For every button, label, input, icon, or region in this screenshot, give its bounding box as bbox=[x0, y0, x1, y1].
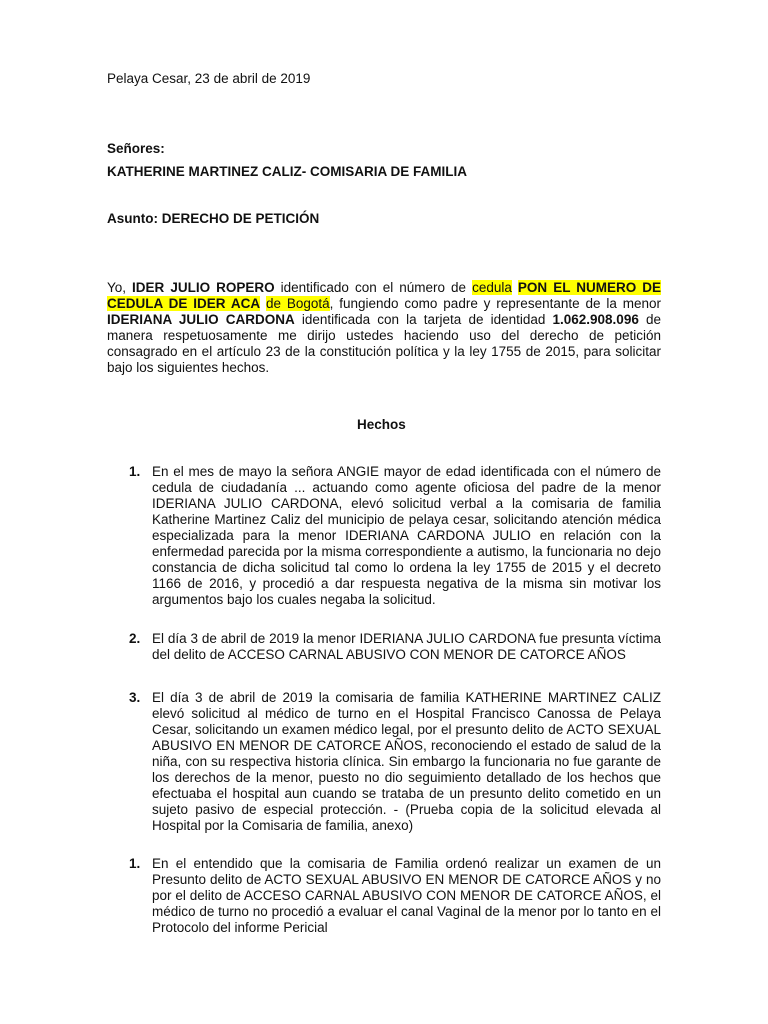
highlight-city: de Bogotá bbox=[265, 296, 330, 311]
fact-item bbox=[107, 690, 661, 834]
id-number: 1.062.908.096 bbox=[552, 312, 639, 327]
subject: Asunto: DERECHO DE PETICIÓN bbox=[107, 211, 320, 226]
highlight-cedula: cedula bbox=[472, 280, 512, 295]
fact-text: En el mes de mayo la señora ANGIE mayor de edad identificada con el número de cedula de ciudadanía ... actuando como agente oficiosa del padre de la menor IDERIANA JULIO CARDONA, elevó solicitud verbal a la comisaria de familia Katherine Martinez Caliz del municipio de pelaya cesar, solicitando atención médica especializada para la menor IDERIANA CARDONA JULIO en relación con la enfermedad parecida por la misma correspondiente a autismo, la funcionaria no dejo constancia de dicha solicitud tal como lo ordena la ley 1755 de 2015 y el decreto 1166 de 2016, y procedió a dar respuesta negativa de la misma sin motivar los argumentos bajo los cuales negaba la solicitud. bbox=[152, 464, 661, 607]
section-title: Hechos bbox=[357, 417, 406, 432]
fact-text: En el entendido que la comisaria de Familia ordenó realizar un examen de un Presunto delito de ACTO SEXUAL ABUSIVO EN MENOR DE CATORCE AÑOS y no por el delito de ACCESO CARNAL ABUSIVO CON MENOR DE CATORCE AÑOS, el médico de turno no procedió a evaluar el canal Vaginal de la menor por lo tanto en el Protocolo del informe Pericial bbox=[152, 856, 661, 935]
highlight-placeholder: PON EL NUMERO DE CEDULA DE IDER ACA bbox=[107, 280, 661, 311]
place-date: Pelaya Cesar, 23 de abril de 2019 bbox=[107, 71, 311, 86]
fact-item bbox=[107, 631, 661, 663]
salutation: Señores: bbox=[107, 141, 165, 156]
fact-text: El día 3 de abril de 2019 la menor IDERIANA JULIO CARDONA fue presunta víctima del delito de ACCESO CARNAL ABUSIVO CON MENOR DE CATORCE AÑOS bbox=[152, 631, 661, 662]
fact-number: 3. bbox=[129, 690, 141, 705]
fact-item bbox=[107, 856, 661, 936]
fact-number: 2. bbox=[129, 631, 141, 646]
petitioner-name: IDER JULIO ROPERO bbox=[132, 280, 275, 295]
fact-number: 1. bbox=[129, 464, 141, 479]
fact-number: 1. bbox=[129, 856, 141, 871]
fact-text: El día 3 de abril de 2019 la comisaria de familia KATHERINE MARTINEZ CALIZ elevó solicitud al médico de turno en el Hospital Francisco Canossa de Pelaya Cesar, solicitando un examen médico legal, por el presunto delito de ACTO SEXUAL ABUSIVO EN MENOR DE CATORCE AÑOS, reconociendo el estado de salud de la niña, con su respectiva historia clínica. Sin embargo la funcionaria no fue garante de los derechos de la menor, puesto no dio seguimiento detallado de los hechos que efectuaba el hospital aun cuando se trataba de un presunto delito cometido en un sujeto pasivo de especial protección. - (Prueba copia de la solicitud elevada al Hospital por la Comisaria de familia, anexo) bbox=[152, 690, 661, 833]
minor-name: IDERIANA JULIO CARDONA bbox=[107, 312, 295, 327]
fact-item bbox=[107, 464, 661, 608]
intro-paragraph: Yo, IDER JULIO ROPERO identificado con el número de cedula PON EL NUMERO DE CEDULA DE IDER ACA de Bogotá, fungiendo como padre y representante de la menor IDERIANA JULIO CARDONA identificada con la tarjeta de identidad 1.062.908.096 de manera respetuosamente me dirijo ustedes haciendo uso del derecho de petición consagrado en el artículo 23 de la constitución política y la ley 1755 de 2015, para solicitar bajo los siguientes hechos. bbox=[107, 280, 661, 375]
recipient: KATHERINE MARTINEZ CALIZ- COMISARIA DE FAMILIA bbox=[107, 164, 467, 179]
